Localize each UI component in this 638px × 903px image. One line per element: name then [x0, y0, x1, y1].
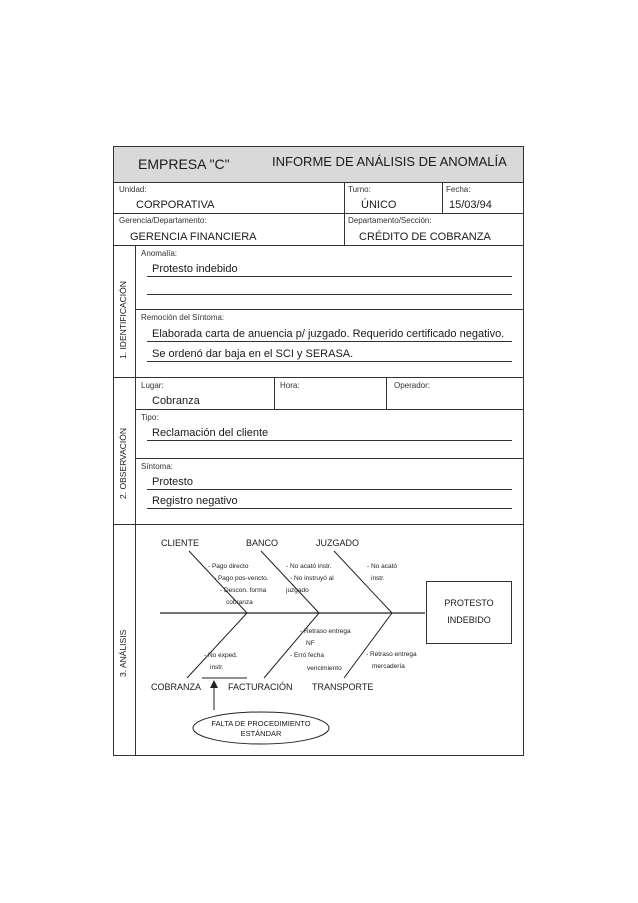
- bone-banco: [261, 551, 319, 613]
- cause-text: - No acató instr.: [286, 563, 332, 570]
- cause-text: cobranza: [226, 599, 253, 606]
- cause-text: - No exped.: [204, 652, 238, 659]
- cause-text: NF: [306, 640, 315, 647]
- cause-text: instr.: [371, 575, 385, 582]
- category-facturacion: FACTURACIÓN: [228, 682, 293, 692]
- report-title: INFORME DE ANÁLISIS DE ANOMALÍA: [272, 154, 507, 169]
- cause-text: juzgado: [286, 587, 309, 594]
- depto-label: Departamento/Sección:: [348, 216, 432, 225]
- sintoma-line-1: Protesto: [152, 476, 193, 488]
- effect-line-2: INDEBIDO: [447, 615, 491, 625]
- anomaly-report-form: [113, 146, 524, 756]
- category-cobranza: COBRANZA: [151, 682, 202, 692]
- bone-juzgado: [334, 551, 392, 613]
- operador-label: Operador:: [394, 381, 431, 390]
- tipo-label: Tipo:: [141, 413, 159, 422]
- root-cause-ellipse: [193, 712, 329, 744]
- category-banco: BANCO: [246, 538, 279, 548]
- cause-text: vencimiento: [307, 665, 342, 672]
- remocion-line-2: Se ordenó dar baja en el SCI y SERASA.: [152, 348, 354, 360]
- category-cliente: CLIENTE: [161, 538, 200, 548]
- tipo-value: Reclamación del cliente: [152, 427, 269, 439]
- turno-value: ÚNICO: [361, 199, 397, 211]
- sintoma-label: Síntoma:: [141, 462, 174, 471]
- cause-text: - Pago directo: [208, 563, 249, 570]
- unidad-label: Unidad:: [119, 185, 147, 194]
- cause-text: mercadería: [372, 663, 405, 670]
- lugar-label: Lugar:: [141, 381, 164, 390]
- category-transporte: TRANSPORTE: [312, 682, 374, 692]
- lugar-value: Cobranza: [152, 395, 200, 407]
- remocion-line-1: Elaborada carta de anuencia p/ juzgado. Requerido certificado negativo.: [152, 328, 505, 340]
- section-label-observacion: 2. OBSERVACIÓN: [118, 427, 128, 499]
- cause-text: - No acató: [367, 563, 397, 570]
- fecha-value: 15/03/94: [449, 199, 492, 211]
- remocion-label: Remoción del Síntoma:: [141, 313, 225, 322]
- sintoma-line-2: Registro negativo: [152, 495, 238, 507]
- arrow-head: [210, 680, 218, 688]
- root-cause-line-1: FALTA DE PROCEDIMIENTO: [211, 719, 311, 728]
- cause-text: - Descon. forma: [220, 587, 267, 594]
- root-cause-line-2: ESTÁNDAR: [240, 729, 282, 738]
- section-label-analisis: 3. ANÁLISIS: [118, 629, 128, 677]
- company-name: EMPRESA "C": [138, 156, 230, 172]
- effect-line-1: PROTESTO: [444, 598, 494, 608]
- gerencia-value: GERENCIA FINANCIERA: [130, 231, 257, 243]
- category-juzgado: JUZGADO: [316, 538, 360, 548]
- cause-text: - Erró fecha: [290, 652, 324, 659]
- cause-text: - No instruyó al: [290, 575, 334, 582]
- depto-value: CRÉDITO DE COBRANZA: [359, 231, 491, 243]
- effect-box: [426, 581, 512, 644]
- anomalia-value: Protesto indebido: [152, 263, 238, 275]
- section-label-identificacion: 1. IDENTIFICACIÓN: [118, 281, 128, 359]
- fecha-label: Fecha:: [446, 185, 471, 194]
- fishbone-diagram: [114, 147, 523, 755]
- cause-text: instr.: [210, 664, 224, 671]
- anomalia-label: Anomalía:: [141, 249, 178, 258]
- unidad-value: CORPORATIVA: [136, 199, 215, 211]
- hora-label: Hora:: [280, 381, 300, 390]
- cause-text: - Retraso entrega: [366, 651, 417, 658]
- gerencia-label: Gerencia/Departamento:: [119, 216, 207, 225]
- cause-text: - Pago pos-vencto.: [214, 575, 269, 582]
- cause-text: - Retraso entrega: [300, 628, 351, 635]
- turno-label: Turno:: [348, 185, 371, 194]
